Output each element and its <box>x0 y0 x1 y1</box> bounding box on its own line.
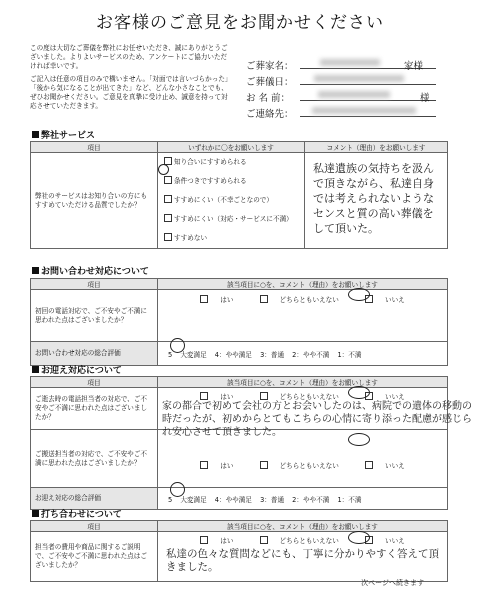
service-table <box>30 141 448 249</box>
option-conditional[interactable]: 条件つきですすめられる <box>164 172 304 191</box>
meeting-answer <box>158 532 448 582</box>
selection-circle <box>170 338 185 353</box>
yn-no[interactable]: いいえ <box>359 537 411 545</box>
selection-circle <box>348 288 370 301</box>
family-suffix: 家様 <box>404 61 424 72</box>
yn-yes[interactable]: はい <box>194 296 239 304</box>
section-heading-service: 弊社サービス <box>32 128 95 141</box>
name-line <box>300 100 436 101</box>
redacted-funeral-date <box>314 75 404 82</box>
selection-circle <box>348 433 370 446</box>
family-name-label: ご葬家名： <box>246 61 294 72</box>
col-item: 項目 <box>31 279 158 290</box>
col-item: 項目 <box>31 521 158 532</box>
service-options <box>158 153 305 249</box>
rating-5[interactable]: 5 <box>168 350 173 359</box>
redacted-contact <box>312 107 416 114</box>
yn-neither[interactable]: どちらともいえない <box>254 393 345 401</box>
col-main: 該当項目に○を、コメント（理由）をお願いします <box>158 377 448 388</box>
col-main: 該当項目に○を、コメント（理由）をお願いします <box>158 521 448 532</box>
yn-no[interactable]: いいえ <box>359 393 411 401</box>
pickup-q2: ご搬送担当者の対応で、ご不安やご不満に思われた点はございましたか？ <box>31 430 158 488</box>
page-title: お客様のご意見をお聞かせください <box>96 13 384 33</box>
col-main: 該当項目に○を、コメント（理由）をお願いします <box>158 279 448 290</box>
option-hard-dissatisfied[interactable]: すすめにくい（対応・サービスに不満） <box>164 210 304 229</box>
option-recommend[interactable]: 知り合いにすすめられる <box>164 153 304 172</box>
yn-neither[interactable]: どちらともいえない <box>254 537 345 545</box>
checkbox[interactable] <box>164 233 172 241</box>
pickup-table <box>30 376 448 510</box>
selection-circle <box>158 164 169 175</box>
col-item: 項目 <box>31 142 158 153</box>
col-comment: コメント（理由）をお願いします <box>305 142 448 153</box>
service-question: 弊社のサービスはお知り合いの方にもすすめていただける品質でしたか？ <box>31 153 158 249</box>
meeting-comment: 私達の色々な質問などにも、丁寧に分かりやすく答えて頂きました。 <box>166 548 439 573</box>
funeral-date-label: ご葬儀日： <box>246 77 294 88</box>
yn-no[interactable]: いいえ <box>359 296 411 304</box>
selection-circle <box>348 386 370 399</box>
contact-label: ご連絡先： <box>246 109 294 120</box>
yn-yes[interactable]: はい <box>194 462 239 470</box>
pickup-rating-label: お迎え対応の総合評価 <box>31 488 158 510</box>
name-suffix: 様 <box>420 93 430 104</box>
yn-neither[interactable]: どちらともいえない <box>254 296 345 304</box>
intro-text <box>30 44 230 114</box>
yn-yes[interactable]: はい <box>194 537 239 545</box>
col-item: 項目 <box>31 377 158 388</box>
inquiry-rating-label: お問い合わせ対応の総合評価 <box>31 342 158 366</box>
option-hard-misfortune[interactable]: すすめにくい（不幸ごとなので） <box>164 191 304 210</box>
redacted-name <box>318 91 390 98</box>
option-not-recommend[interactable]: すすめない <box>164 229 304 248</box>
inquiry-table <box>30 278 448 366</box>
rating-5[interactable]: 5 <box>168 495 173 504</box>
section-heading-pickup: お迎え対応について <box>32 363 122 376</box>
contact-line <box>300 116 436 117</box>
yn-yes[interactable]: はい <box>194 393 239 401</box>
selection-circle <box>170 482 185 497</box>
meeting-question: 担当者の費用や商品に関するご説明で、ご不安やご不満に思われた点はございましたか？ <box>31 532 158 582</box>
inquiry-question: 初回の電話対応で、ご不安やご不満に思われた点はございましたか？ <box>31 290 158 342</box>
checkbox[interactable] <box>164 176 172 184</box>
funeral-date-line <box>300 84 436 85</box>
service-comment: 私達遺族の気持ちを汲んで頂きながら、私達自身では考えられないようなセンスと質の高い葬儀をして頂いた。 <box>305 153 448 249</box>
pickup-q1: ご逝去時の電話担当者の対応で、ご不安やご不満に思われた点はございましたか？ <box>31 388 158 430</box>
checkbox[interactable] <box>164 195 172 203</box>
intro-paragraph-2: ご記入は任意の項目のみで構いません。「対面では言いづらかった」「後から気になることが出てきた」など、どんな小さなことでも、ぜひお聞かせください。ご意見を真摯に受け止め、誠意を持って対応させていただきます。 <box>30 74 229 111</box>
checkbox[interactable] <box>164 214 172 222</box>
yn-no[interactable]: いいえ <box>359 462 411 470</box>
section-heading-meeting: 打ち合わせについて <box>32 507 122 520</box>
yn-neither[interactable]: どちらともいえない <box>254 462 345 470</box>
continued-note: 次ページへ続きます <box>361 579 424 587</box>
name-label: お 名 前： <box>246 93 291 104</box>
pickup-comment: 家の都合で初めて会社の方とお会いしたのは、病院での遺体の移動の時だったが、初めからとてもこちらの心情に寄り添った配慮が感じられ安心させて頂きました。 <box>162 401 472 438</box>
intro-paragraph-1: この度は大切なご葬儀を弊社にお任せいただき、誠にありがとうございました。よりよいサービスのため、アンケートにご協力いただければ幸いです。 <box>30 44 228 71</box>
selection-circle <box>348 531 370 544</box>
pickup-rating: 5 大変満足 4：やや満足 3：普通 2：やや不満 1：不満 <box>158 488 448 510</box>
section-heading-inquiry: お問い合わせ対応について <box>32 264 149 277</box>
inquiry-rating: 5 大変満足 4：やや満足 3：普通 2：やや不満 1：不満 <box>158 342 448 366</box>
redacted-family-name <box>320 59 380 66</box>
col-choice: いずれかに〇をお願いします <box>158 142 305 153</box>
meeting-table <box>30 520 448 582</box>
inquiry-yn <box>158 290 448 342</box>
